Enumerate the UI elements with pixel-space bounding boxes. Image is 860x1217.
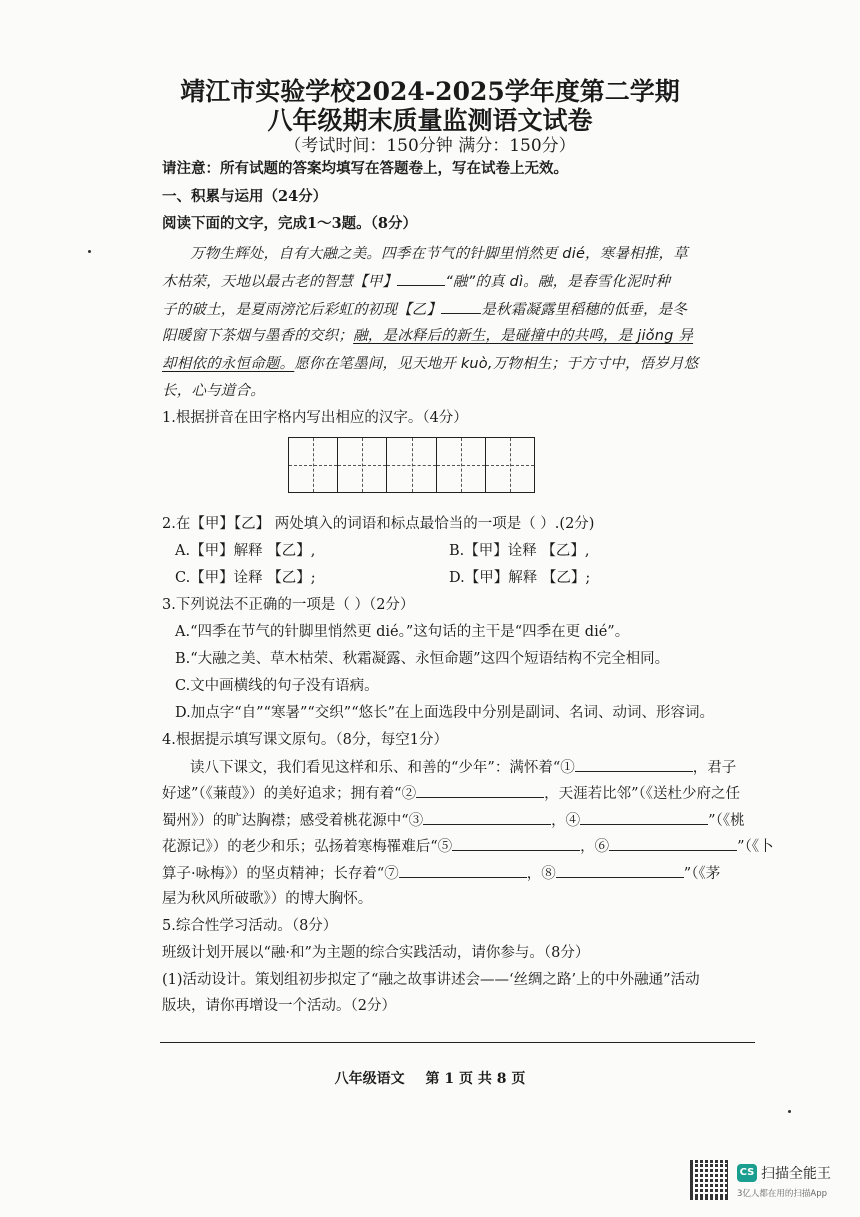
q4-line3-a: 蜀州》）的旷达胸襟；感受着桃花源中“③ bbox=[162, 813, 424, 829]
passage-line3-a: 子的破土，是夏雨滂沱后彩虹的初现【乙】 bbox=[162, 302, 442, 318]
page-footer bbox=[0, 1068, 860, 1088]
q3-option-a: A.“四季在节气的针脚里悄然更 dié。”这句话的主干是“四季在更 dié”。 bbox=[175, 624, 630, 640]
q2-option-b: B.【甲】诠释 【乙】, bbox=[449, 543, 590, 559]
q4-line3 bbox=[162, 810, 745, 831]
q3-option-d: D.加点字“自”“寒暑”“交织”“悠长”在上面选段中分别是副词、名词、动词、形容词。 bbox=[175, 705, 715, 721]
q4-text: 4.根据提示填写课文原句。（8分，每空1分） bbox=[162, 732, 449, 748]
notice: 请注意：所有试题的答案均填写在答题卷上，写在试卷上无效。 bbox=[162, 160, 568, 177]
blank-3 bbox=[423, 810, 551, 825]
qr-code-icon bbox=[690, 1160, 730, 1200]
blank-8 bbox=[556, 863, 684, 878]
passage-line4-a: 阳暖窗下茶烟与墨香的交织； bbox=[162, 328, 354, 344]
scanner-tagline: 3亿人都在用的扫描App bbox=[737, 1189, 828, 1199]
q4-line1-b: ，君子 bbox=[692, 760, 737, 776]
q4-line4 bbox=[162, 836, 774, 857]
q2-option-d: D.【甲】解释 【乙】; bbox=[449, 570, 591, 586]
q4-line6: 屋为秋风所破歌》）的博大胸怀。 bbox=[162, 891, 373, 907]
q2-option-a: A.【甲】解释 【乙】, bbox=[175, 543, 316, 559]
passage-line2 bbox=[162, 271, 670, 292]
q4-line3-c: ”（《桃 bbox=[708, 813, 745, 829]
tianzige-cell bbox=[289, 438, 337, 492]
underlined-sentence-part1: 融，是冰释后的新生，是碰撞中的共鸣，是 jiǒng 异 bbox=[353, 328, 694, 344]
blank-6 bbox=[609, 836, 737, 851]
q4-line5-a: 算子·咏梅》）的坚贞精神；长存着“⑦ bbox=[162, 866, 399, 882]
passage-line2-b: “融”的真 dì。融，是春雪化泥时种 bbox=[445, 274, 671, 290]
blank-2 bbox=[416, 783, 544, 798]
q3-option-c: C.文中画横线的句子没有语病。 bbox=[175, 678, 379, 694]
exam-title-line2: 八年级期末质量监测语文试卷 bbox=[267, 106, 593, 135]
section1-heading: 一、积累与运用（24分） bbox=[162, 188, 328, 205]
scan-speck bbox=[788, 1110, 791, 1113]
q4-line4-a: 花源记》）的老少和乐；弘扬着寒梅罹难后“⑤ bbox=[162, 839, 453, 855]
exam-info: （考试时间：150分钟 满分：150分） bbox=[284, 136, 576, 156]
q5-text: 5.综合性学习活动。（8分） bbox=[162, 918, 338, 934]
q4-line2-b: ，天涯若比邻”（《送杜少府之任 bbox=[544, 786, 740, 802]
scan-speck bbox=[88, 250, 91, 253]
footer-subject: 八年级语文 bbox=[334, 1071, 405, 1087]
q4-line2-a: 好逑”（《蒹葭》）的美好追求；拥有着“② bbox=[162, 786, 417, 802]
q4-line5 bbox=[162, 863, 720, 884]
q5-part1-line1: (1)活动设计。策划组初步拟定了“融之故事讲述会——‘丝绸之路’上的中外融通”活动 bbox=[162, 972, 700, 988]
q3-option-b: B.“大融之美、草木枯荣、秋霜凝露、永恒命题”这四个短语结构不完全相同。 bbox=[175, 651, 670, 667]
q2-option-c: C.【甲】诠释 【乙】; bbox=[175, 570, 316, 586]
tianzige-grid bbox=[288, 437, 535, 493]
q1-text: 1.根据拼音在田字格内写出相应的汉字。（4分） bbox=[162, 410, 468, 426]
q4-line1-a: 读八下课文，我们看见这样和乐、和善的“少年”：满怀着“① bbox=[190, 760, 575, 776]
q4-line4-b: ，⑥ bbox=[580, 839, 610, 855]
blank-5 bbox=[452, 836, 580, 851]
underlined-sentence-part2: 却相依的永恒命题。 bbox=[162, 356, 295, 372]
tianzige-cell bbox=[436, 438, 485, 492]
q4-line1 bbox=[190, 757, 736, 778]
footer-divider bbox=[160, 1042, 755, 1043]
scanner-app-name: 扫描全能王 bbox=[761, 1166, 831, 1182]
passage-line2-a: 木枯荣，天地以最古老的智慧【甲】 bbox=[162, 274, 398, 290]
q4-line5-c: ”（《茅 bbox=[683, 866, 721, 882]
blank-4 bbox=[580, 810, 708, 825]
q4-line2 bbox=[162, 783, 740, 804]
blank-7 bbox=[399, 863, 527, 878]
passage-line6: 长，心与道合。 bbox=[162, 383, 265, 399]
exam-title-line1: 靖江市实验学校2024-2025学年度第二学期 bbox=[180, 77, 680, 106]
scanner-watermark bbox=[690, 1160, 850, 1210]
passage-line4 bbox=[162, 326, 693, 346]
blank-yi bbox=[441, 299, 481, 314]
blank-1 bbox=[575, 757, 693, 772]
passage-line3-b: 是秋霜凝露里稻穗的低垂，是冬 bbox=[481, 302, 688, 318]
q5-part1-line2: 版块，请你再增设一个活动。（2分） bbox=[162, 998, 396, 1014]
blank-jia bbox=[397, 271, 445, 286]
tianzige-cell bbox=[386, 438, 435, 492]
q4-line3-b: ，④ bbox=[551, 813, 581, 829]
passage-line1: 万物生辉处，自有大融之美。四季在节气的针脚里悄然更 dié，寒暑相推，草 bbox=[190, 246, 688, 262]
passage-line3 bbox=[162, 299, 687, 320]
q2-text: 2.在【甲】【乙】 两处填入的词语和标点最恰当的一项是（ ）.(2分) bbox=[162, 516, 595, 532]
q5-intro: 班级计划开展以“融·和”为主题的综合实践活动，请你参与。（8分） bbox=[162, 945, 590, 961]
footer-page-number: 第 1 页 共 8 页 bbox=[425, 1071, 526, 1087]
q4-line4-c: ”（《卜 bbox=[737, 839, 774, 855]
q4-line5-b: ，⑧ bbox=[526, 866, 556, 882]
passage-line5-b: 愿你在笔墨间，见天地开 kuò,万物相生；于方寸中，悟岁月悠 bbox=[294, 356, 699, 372]
tianzige-cell bbox=[485, 438, 534, 492]
passage-line5 bbox=[162, 354, 699, 374]
camscanner-logo-icon: CS bbox=[737, 1164, 757, 1182]
tianzige-cell bbox=[337, 438, 386, 492]
section1-intro: 阅读下面的文字，完成1～3题。（8分） bbox=[162, 215, 418, 232]
q3-text: 3.下列说法不正确的一项是（ ）（2分） bbox=[162, 597, 415, 613]
